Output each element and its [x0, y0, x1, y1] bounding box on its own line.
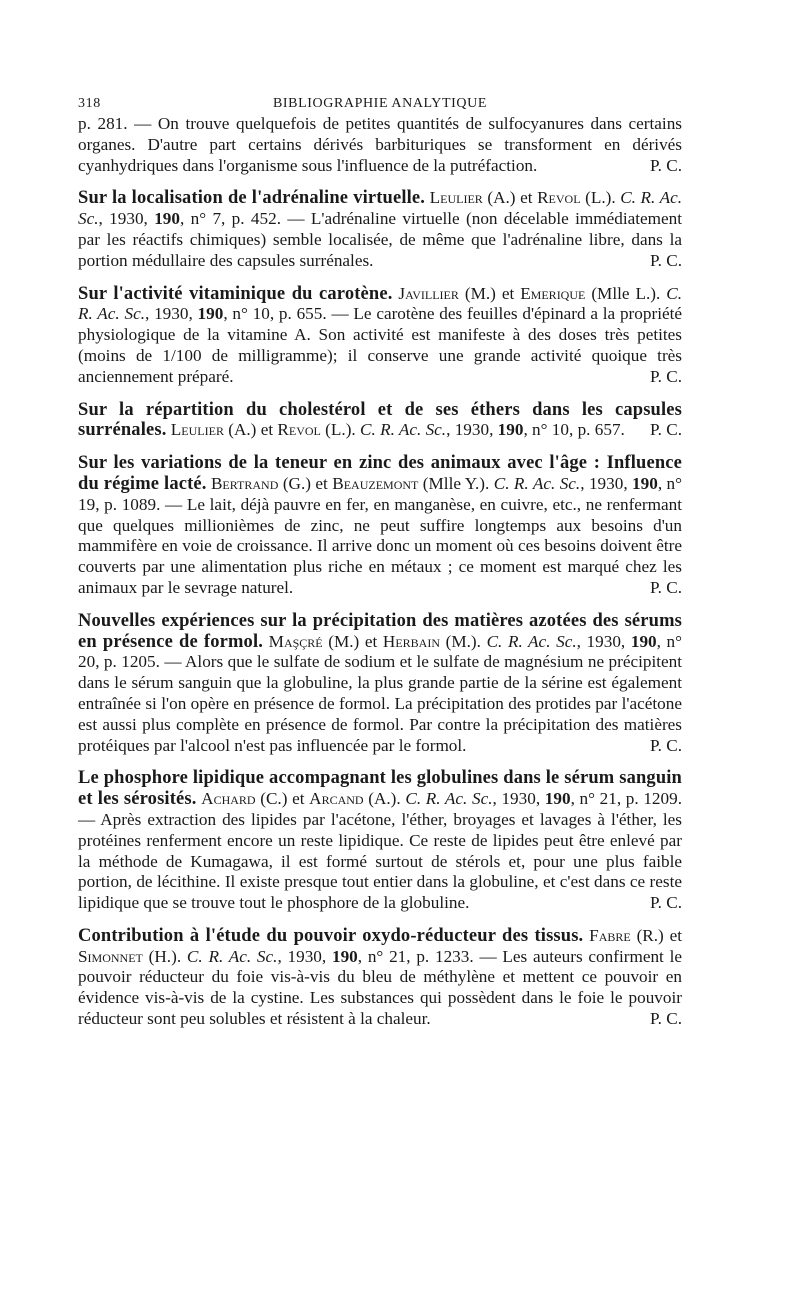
- journal: C. R. Ac. Sc.: [360, 420, 447, 440]
- bibliography-entry: [78, 768, 682, 914]
- journal: C. R. Ac. Sc.: [78, 188, 683, 229]
- author-1: Bertrand: [210, 473, 279, 493]
- volume: 190: [632, 473, 658, 493]
- author-1-initials: (C.) et: [255, 789, 310, 809]
- bibliography-entry: [78, 284, 682, 388]
- abstract-text: — L'adrénaline virtuelle (non décelable immédiatement par les réactifs chimiques) semble localisée, de même que l'adrénaline libre, dans la portion médullaire des capsules surrénales.: [78, 209, 683, 270]
- running-title: BIBLIOGRAPHIE ANALYTIQUE: [272, 96, 488, 111]
- signature: P. C.: [649, 155, 682, 175]
- author-2-initials: (Mlle L.).: [585, 283, 667, 303]
- continuation-text: p. 281. — On trouve quelquefois de petites quantités de sulfocyanures dans certains organes. D'autre part certains dérivés barbituriques se transforment en dérivés cyanhydriques dans l'organisme sous l'influence de la putréfaction.: [78, 114, 682, 175]
- bibliography-entry: [78, 926, 682, 1030]
- author-1-initials: (R.) et: [630, 925, 682, 945]
- bibliography-entry: [78, 611, 682, 757]
- volume: 190: [331, 946, 358, 966]
- signature: P. C.: [649, 893, 682, 913]
- author-1: Leulier: [170, 420, 224, 440]
- author-1-initials: (A.) et: [223, 420, 278, 440]
- author-1: Fabre: [589, 925, 631, 945]
- author-2-initials: (L.).: [320, 420, 361, 440]
- author-2-initials: (A.).: [363, 789, 406, 809]
- author-1-initials: (M.) et: [322, 631, 383, 651]
- year: , 1930,: [580, 473, 633, 493]
- signature: P. C.: [649, 735, 682, 755]
- abstract-text: — Alors que le sulfate de sodium et le sulfate de magnésium ne précipitent dans le sérum sanguin que la globuline, la plus grande partie de la sérine est également entraînée si l'on opère en présence de formol. La précipitation des protides par l'acétone est aussi plus complète en présence de formol. Par contre la précipitation des matières protéiques par l'alcool n'est pas influencée par le formol.: [78, 652, 682, 755]
- author-2-initials: (L.).: [580, 188, 621, 208]
- year: , 1930,: [492, 789, 545, 809]
- journal: C. R. Ac. Sc.: [405, 789, 493, 809]
- year: , 1930,: [576, 631, 631, 651]
- journal: C. R. Ac. Sc.: [186, 946, 278, 966]
- pages: , n° 10, p. 657.: [523, 420, 625, 440]
- pages: , n° 21, p. 1233.: [357, 946, 474, 966]
- journal: C. R. Ac. Sc.: [486, 631, 577, 651]
- bibliography-entry: [78, 400, 682, 442]
- signature: P. C.: [649, 577, 682, 597]
- author-2: Arcand: [309, 789, 364, 809]
- author-2: Revol: [277, 420, 321, 440]
- abstract-text: — Les auteurs confirment le pouvoir réducteur du foie vis-à-vis du bleu de méthylène et mettent ce pouvoir en évidence vis-à-vis de la cystine. Les substances qui possèdent dans le foie le pouvoir réducteur sont peu solubles et résistent à la chaleur.: [78, 946, 682, 1029]
- entry-title: Contribution à l'étude du pouvoir oxydo-réducteur des tissus.: [78, 925, 584, 946]
- author-1: Achard: [201, 789, 256, 809]
- entry-title: Sur la localisation de l'adrénaline virtuelle.: [78, 188, 426, 209]
- journal: C. R. Ac. Sc.: [493, 473, 581, 493]
- author-2-initials: (H.).: [142, 946, 187, 966]
- abstract-text: — Le lait, déjà pauvre en fer, en manganèse, en cuivre, etc., ne renfermant que quelques millionièmes de zinc, ne peut suffire longtemps aux besoins d'un mammifère en voie de croissance. Il arrive donc un moment où ces besoins doivent être couverts par une alimentation plus riche en métaux ; ce moment est marqué chez les animaux par le sevrage naturel.: [78, 494, 683, 597]
- volume: 190: [630, 631, 657, 651]
- pages: , n° 20, p. 1205.: [78, 631, 683, 672]
- entry-title: Sur la répartition du cholestérol et de ses éthers dans les capsules surrénales.: [78, 399, 682, 441]
- year: , 1930,: [446, 420, 498, 440]
- signature: P. C.: [649, 420, 682, 440]
- abstract-text: — Le carotène des feuilles d'épinard a la propriété physiologique de la vitamine A. Son activité est manifeste à des doses très petites (moins de 1/100 de milligramme); il conserve une grande activité quoique très anciennement préparé.: [78, 304, 682, 386]
- bibliography-entry: [78, 188, 682, 271]
- author-2: Beauzemont: [332, 473, 419, 493]
- volume: 190: [197, 304, 224, 324]
- year: , 1930,: [98, 209, 155, 229]
- entry-title: Nouvelles expériences sur la précipitation des matières azotées des sérums en présence de formol.: [78, 610, 682, 652]
- author-1-initials: (M.) et: [458, 283, 521, 303]
- pages: , n° 10, p. 655.: [223, 304, 327, 324]
- signature: P. C.: [649, 366, 682, 386]
- entry-title: Sur les variations de la teneur en zinc des animaux avec l'âge : Influence du régime lacté.: [78, 453, 682, 494]
- entry-title: Le phosphore lipidique accompagnant les globulines dans le sérum sanguin et les sérosités.: [78, 768, 682, 810]
- volume: 190: [497, 420, 524, 440]
- volume: 190: [544, 789, 571, 809]
- page-header: [78, 92, 682, 114]
- author-2-initials: (Mlle Y.).: [418, 473, 494, 493]
- author-2: Emerique: [520, 283, 586, 303]
- author-1-initials: (G.) et: [278, 473, 333, 493]
- pages: , n° 7, p. 452.: [179, 209, 281, 229]
- abstract-text: — Après extraction des lipides par l'acétone, l'éther, broyages et lavages à l'éther, les protéines renferment encore un reste lipidique. Ce reste de lipides peut être enlevé par la méthode de Kumagawa, il est formé surtout de stérols et, pour une plus faible portion, de lécithine. Il existe presque tout entier dans la globuline, et c'est dans ce reste lipidique que se trouve tout le phosphore de la globuline.: [78, 809, 682, 913]
- author-1: Leulier: [429, 188, 483, 208]
- page: [78, 92, 682, 1030]
- entry-title: Sur l'activité vitaminique du carotène.: [78, 283, 393, 304]
- author-1: Javillier: [398, 283, 459, 303]
- author-2: Herbain: [382, 631, 441, 651]
- bibliography-entries: [78, 188, 682, 1029]
- page-number: 318: [78, 96, 101, 111]
- author-1-initials: (A.) et: [482, 188, 538, 208]
- year: , 1930,: [145, 304, 198, 324]
- author-1: Maşçré: [268, 631, 323, 651]
- journal: C. R. Ac. Sc.: [78, 283, 682, 324]
- author-2: Revol: [537, 188, 581, 208]
- author-2: Simonnet: [78, 946, 143, 966]
- year: , 1930,: [277, 946, 332, 966]
- bibliography-entry: [78, 453, 682, 599]
- pages: , n° 19, p. 1089.: [78, 473, 683, 514]
- pages: , n° 21, p. 1209.: [570, 789, 682, 809]
- signature: P. C.: [649, 1009, 682, 1029]
- signature: P. C.: [649, 250, 682, 270]
- volume: 190: [154, 209, 180, 229]
- continuation-paragraph: [78, 114, 682, 176]
- author-2-initials: (M.).: [440, 631, 487, 651]
